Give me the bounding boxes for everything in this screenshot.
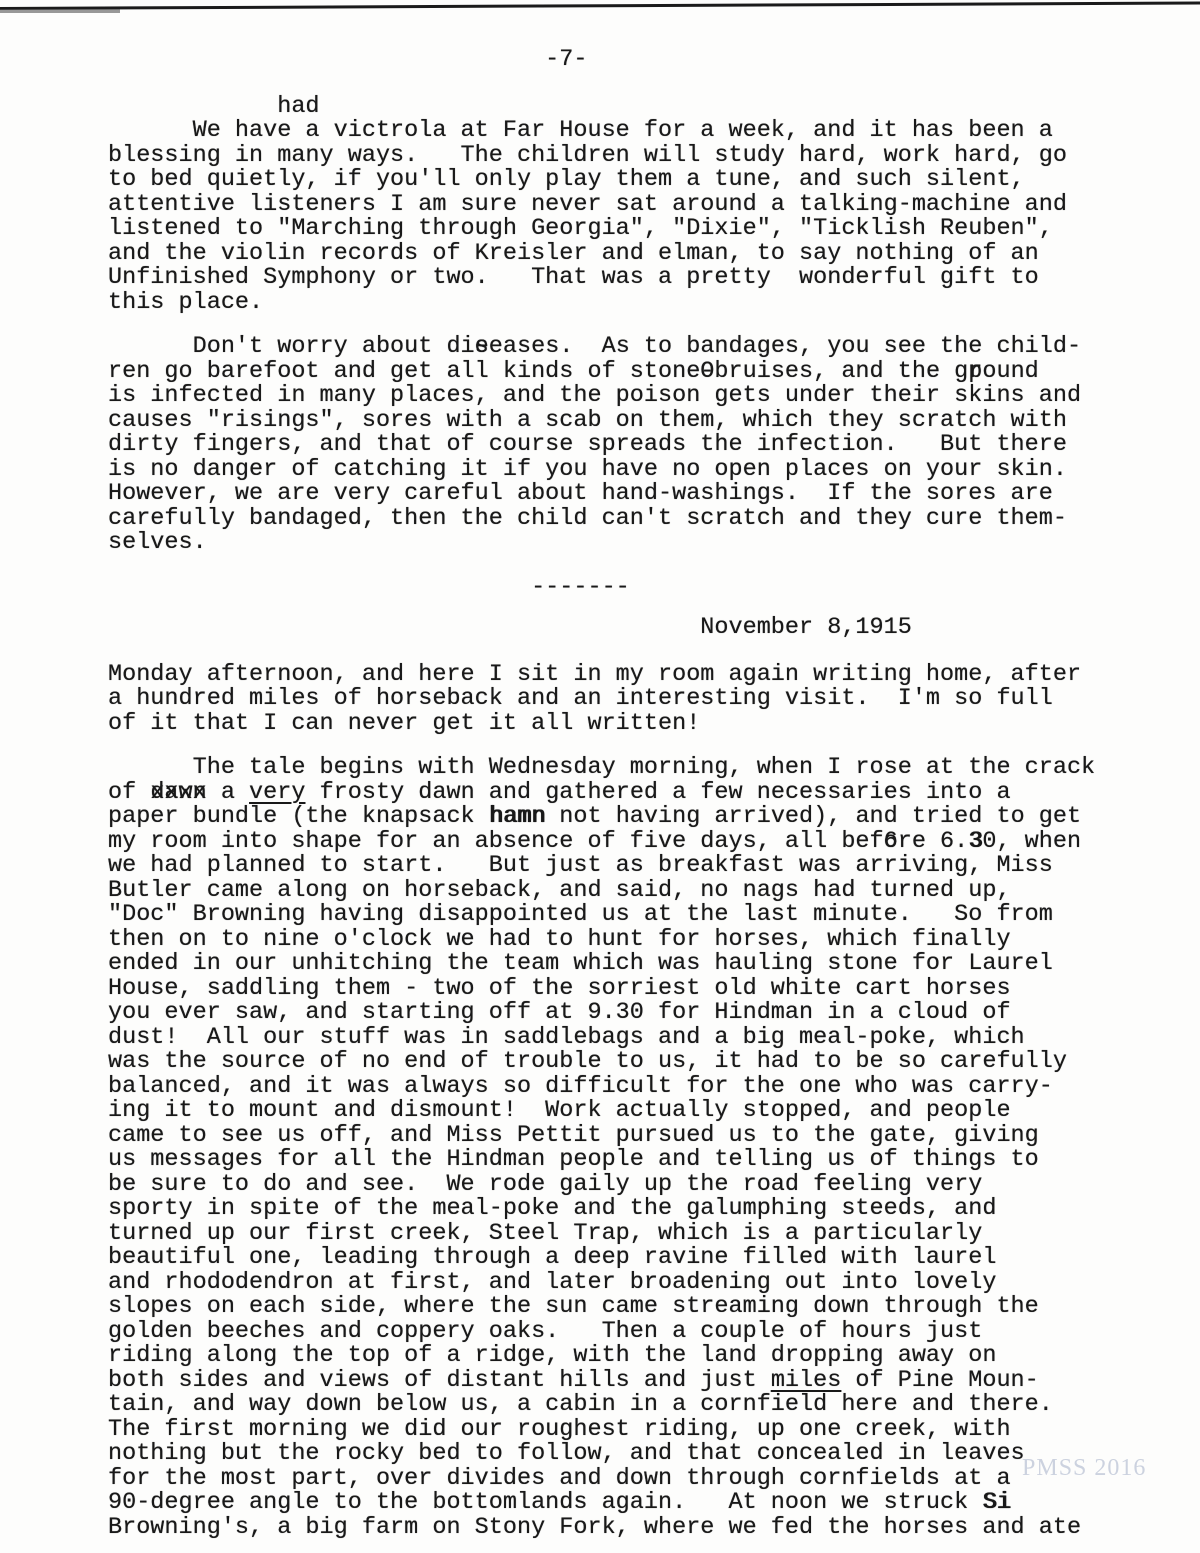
text-line xyxy=(108,854,1200,879)
text-line xyxy=(108,1001,1200,1026)
text-segment: ren go barefoot and get all kinds of stone xyxy=(108,357,701,385)
text-line xyxy=(108,217,1200,242)
text-segment: -7- xyxy=(108,46,588,73)
text-segment: We have a victrola at Far House for a week, and it has been a xyxy=(108,117,1053,144)
text-line xyxy=(108,119,1200,144)
text-segment: Browning's, a big farm on Stony Fork, where we fed the horses and ate xyxy=(108,1513,1082,1541)
text-segment: and rhododendron at first, and later broadening out into lovely xyxy=(108,1268,997,1296)
text-line xyxy=(108,903,1200,928)
text-segment: for the most part, over divides and down through cornfields at a xyxy=(108,1464,1011,1492)
text-segment: of Pine Moun- xyxy=(841,1366,1039,1394)
text-segment: is no danger of catching it if you have no open places on your skin. xyxy=(108,455,1067,483)
text-line xyxy=(108,1317,1200,1345)
text-line xyxy=(108,1415,1200,1443)
text-segment: miles xyxy=(770,1366,842,1394)
text-line xyxy=(108,1513,1200,1541)
text-segment: came to see us off, and Miss Pettit pursued us to the gate, giving xyxy=(108,1121,1039,1149)
text-line xyxy=(108,616,1200,641)
text-segment: is infected in many places, and the poison gets under their skins and xyxy=(108,382,1082,409)
text-segment: of xyxy=(108,778,151,806)
text-segment: r p xyxy=(968,360,982,385)
text-line xyxy=(108,335,1200,360)
text-line xyxy=(108,974,1200,1002)
text-segment: a xyxy=(206,778,250,806)
text-segment: Butler came along on horseback, and said, no nags had turned up, xyxy=(108,876,1011,904)
text-line xyxy=(108,1121,1200,1149)
date-line xyxy=(108,616,1200,641)
text-segment: to bed quietly, if you'll only play them a tune, and such silent, xyxy=(108,166,1025,193)
text-line xyxy=(108,1491,1200,1516)
text-segment: be sure to do and see. We rode gaily up the road feeling very xyxy=(108,1170,983,1198)
text-line xyxy=(108,239,1200,267)
text-line xyxy=(108,952,1200,977)
text-segment: "Doc" Browning having disappointed us at the last minute. So from xyxy=(108,901,1053,928)
text-segment: 0, when xyxy=(982,827,1082,855)
text-line xyxy=(108,1148,1200,1173)
text-segment: causes "risings", sores with a scab on them, which they scratch with xyxy=(108,406,1067,434)
text-segment: 90-degree angle to the bottomlands again. At noon we struck xyxy=(108,1489,983,1516)
text-segment: nothing but the rocky bed to follow, and that concealed in leaves xyxy=(108,1440,1025,1467)
text-segment: re 6. xyxy=(897,827,969,855)
text-segment: ing it to mount and dismount! Work actually stopped, and people xyxy=(108,1097,1011,1124)
text-segment: eases. As to bandages, you see the child- xyxy=(488,333,1082,360)
text-line xyxy=(108,1344,1200,1369)
text-line xyxy=(108,925,1200,953)
text-line xyxy=(108,876,1200,904)
text-line xyxy=(108,778,1200,806)
text-segment: attentive listeners I am sure never sat around a talking-machine and xyxy=(108,190,1067,218)
text-segment: dust! All our stuff was in saddlebags and a big meal-poke, which xyxy=(108,1023,1025,1051)
text-segment: of it that I can never get it all written! xyxy=(108,709,701,737)
text-segment: and the violin records of Kreisler and elman, to say nothing of an xyxy=(108,239,1039,267)
text-segment: us messages for all the Hindman people and telling us of things to xyxy=(108,1146,1039,1173)
text-line xyxy=(108,1219,1200,1247)
text-segment: we had planned to start. But just as breakfast was arriving, Miss xyxy=(108,852,1053,879)
text-segment: 3 3 xyxy=(968,830,982,855)
text-segment: dirty fingers, and that of course spreads the infection. But there xyxy=(108,431,1067,458)
text-segment: hamn hamn xyxy=(489,805,545,830)
text-segment: ------- xyxy=(108,573,630,601)
text-line xyxy=(108,1197,1200,1222)
text-segment: paper bundle (the knapsack xyxy=(108,803,489,830)
text-segment: November 8,1915 xyxy=(108,614,912,641)
text-segment: blessing in many ways. The children will study hard, work hard, go xyxy=(108,141,1067,169)
text-segment: you ever saw, and starting off at 9.30 for Hindman in a cloud of xyxy=(108,999,1011,1026)
text-line xyxy=(108,1050,1200,1075)
text-segment: riding along the top of a ridge, with the land dropping away on xyxy=(108,1342,997,1369)
text-segment: very xyxy=(249,778,306,806)
text-line xyxy=(108,455,1200,483)
text-segment: listened to "Marching through Georgia", "Dixie", "Ticklish Reuben", xyxy=(108,215,1053,242)
pmss-watermark: PMSS 2016 xyxy=(1022,1455,1147,1481)
text-segment: my room into shape for an absence of five days, all bef xyxy=(108,827,884,855)
text-segment: this place. xyxy=(108,288,264,316)
text-segment: slopes on each side, where the sun came streaming down through the xyxy=(108,1293,1039,1320)
text-line xyxy=(108,482,1200,507)
text-segment: The tale begins with Wednesday morning, when I rose at the crack xyxy=(108,754,1096,781)
text-line xyxy=(108,687,1200,712)
paragraph-diseases xyxy=(108,335,1200,556)
text-line xyxy=(108,573,1200,601)
text-line xyxy=(108,406,1200,434)
text-line xyxy=(108,1464,1200,1492)
text-segment: Monday afternoon, and here I sit in my room again writing home, after xyxy=(108,660,1082,688)
text-line xyxy=(108,288,1200,316)
text-segment: beautiful one, leading through a deep ravine filled with laurel xyxy=(108,1244,997,1271)
text-line xyxy=(108,1099,1200,1124)
text-segment: golden beeches and coppery oaks. Then a couple of hours just xyxy=(108,1317,983,1345)
text-segment: a hundred miles of horseback and an interesting visit. I'm so full xyxy=(108,685,1053,712)
text-line xyxy=(108,1393,1200,1418)
text-line xyxy=(108,660,1200,688)
text-line xyxy=(108,92,1200,120)
paragraph-tale xyxy=(108,756,1200,1540)
text-line xyxy=(108,709,1200,737)
text-segment: had xyxy=(108,92,320,120)
text-line xyxy=(108,1170,1200,1198)
text-line xyxy=(108,141,1200,169)
text-line xyxy=(108,1268,1200,1296)
text-line xyxy=(108,1023,1200,1051)
text-segment: balanced, and it was always so difficult for the one who was carry- xyxy=(108,1072,1053,1100)
text-segment: s e xyxy=(475,335,489,360)
text-segment: O - xyxy=(700,360,714,385)
text-segment: tain, and way down below us, a cabin in a cornfield here and there. xyxy=(108,1391,1053,1418)
text-line xyxy=(108,168,1200,193)
text-segment: sporty in spite of the meal-poke and the galumphing steeds, and xyxy=(108,1195,997,1222)
text-line xyxy=(108,1295,1200,1320)
page-number xyxy=(108,48,1200,73)
text-segment: ound xyxy=(982,357,1039,385)
text-line xyxy=(108,266,1200,291)
paragraph-victrola xyxy=(108,92,1200,316)
text-segment: both sides and views of distant hills and just xyxy=(108,1366,771,1394)
text-segment: Unfinished Symphony or two. That was a pretty wonderful gift to xyxy=(108,264,1039,291)
text-segment: House, saddling them - two of the sorriest old white cart horses xyxy=(108,974,1011,1002)
text-segment: then on to nine o'clock we had to hunt for horses, which finally xyxy=(108,925,1011,953)
text-line xyxy=(108,433,1200,458)
text-line xyxy=(108,1442,1200,1467)
text-segment: Si Si xyxy=(982,1491,1010,1516)
text-segment: selves. xyxy=(108,529,207,556)
text-segment: The first morning we did our roughest riding, up one creek, with xyxy=(108,1415,1011,1443)
text-segment: ended in our unhitching the team which was hauling stone for Laurel xyxy=(108,950,1053,977)
divider xyxy=(108,573,1200,601)
text-line xyxy=(108,48,1200,73)
text-line xyxy=(108,756,1200,781)
text-segment: bruises, and the g xyxy=(714,357,969,385)
text-line xyxy=(108,504,1200,532)
text-line xyxy=(108,357,1200,385)
text-line xyxy=(108,384,1200,409)
text-line xyxy=(108,1246,1200,1271)
text-line xyxy=(108,1366,1200,1394)
paragraph-monday xyxy=(108,660,1200,737)
text-line xyxy=(108,805,1200,830)
text-segment: Don't worry about di xyxy=(108,333,475,360)
text-segment: However, we are very careful about hand-washings. If the sores are xyxy=(108,480,1053,507)
text-segment: o 6 xyxy=(884,830,898,855)
text-segment: was the source of no end of trouble to us, it had to be so carefully xyxy=(108,1048,1067,1075)
text-segment: frosty dawn and gathered a few necessaries into a xyxy=(305,778,1011,806)
text-line xyxy=(108,827,1200,855)
text-line xyxy=(108,1072,1200,1100)
text-segment: not having arrived), and tried to get xyxy=(545,803,1082,830)
text-line xyxy=(108,190,1200,218)
text-segment: dawn xxxx xyxy=(150,781,206,806)
text-line xyxy=(108,531,1200,556)
text-segment: carefully bandaged, then the child can't scratch and they cure them- xyxy=(108,504,1067,532)
text-segment: turned up our first creek, Steel Trap, which is a particularly xyxy=(108,1219,983,1247)
